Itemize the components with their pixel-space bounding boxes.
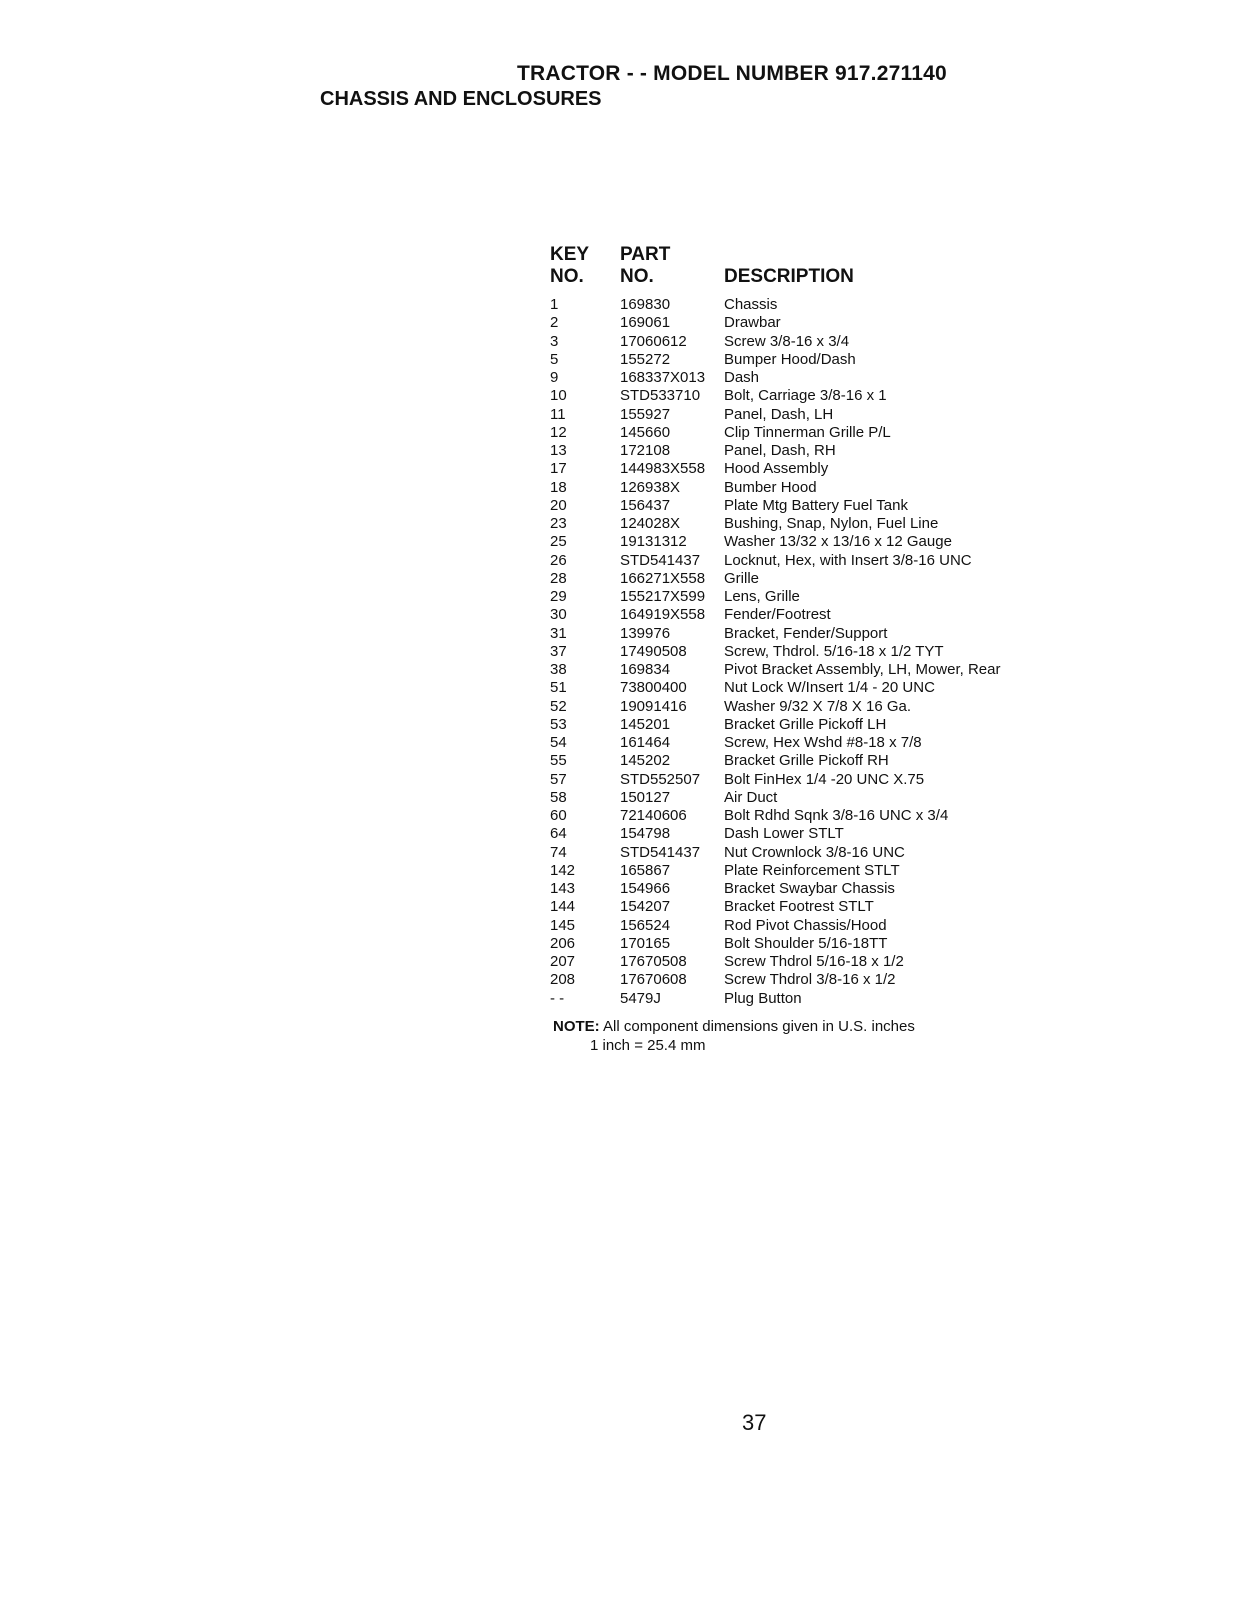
description-cell: Clip Tinnerman Grille P/L [724,423,891,441]
description-cell: Screw, Hex Wshd #8-18 x 7/8 [724,734,922,752]
key-no-cell: 9 [550,369,559,387]
part-no-header [620,244,724,296]
part-no-cell: 169830 [620,296,671,314]
key-no-cell: 207 [550,953,576,971]
description-cell: Bracket Footrest STLT [724,898,874,916]
part-no-cell: 17670608 [620,971,687,989]
part-no-cell: STD541437 [620,843,701,861]
part-no-cell: 72140606 [620,807,687,825]
part-no-cell: STD533710 [620,387,701,405]
key-no-cell: 11 [550,405,566,423]
part-no-cell: 155217X599 [620,588,706,606]
description-cell: Air Duct [724,788,778,806]
description-cell: Bracket Swaybar Chassis [724,880,895,898]
description-cell: Plug Button [724,989,802,1007]
table-row [546,698,1000,716]
description-cell: Locknut, Hex, with Insert 3/8-16 UNC [724,551,972,569]
part-no-cell: 154798 [620,825,671,843]
description-cell: Nut Lock W/Insert 1/4 - 20 UNC [724,679,935,697]
description-cell: Bolt FinHex 1/4 -20 UNC X.75 [724,770,925,788]
part-no-cell: 172108 [620,442,671,460]
table-row [546,789,1000,807]
table-row [546,734,1000,752]
table-row [546,351,1000,369]
key-no-cell: 58 [550,788,567,806]
parts-table [546,244,1000,1008]
table-row [546,807,1000,825]
key-no-cell: 206 [550,934,576,952]
part-no-cell: 145201 [620,715,671,733]
table-row [546,862,1000,880]
table-row [546,661,1000,679]
part-no-cell: 150127 [620,788,671,806]
part-no-cell: 154966 [620,880,671,898]
part-no-cell: 19131312 [620,533,687,551]
description-cell: Screw Thdrol 5/16-18 x 1/2 [724,953,904,971]
key-no-cell: 53 [550,715,567,733]
table-row [546,971,1000,989]
part-no-cell: STD552507 [620,770,701,788]
key-no-cell: 13 [550,442,567,460]
description-cell: Plate Mtg Battery Fuel Tank [724,496,908,514]
description-cell: Panel, Dash, RH [724,442,836,460]
page-number: 37 [742,1410,767,1435]
part-no-cell: 161464 [620,734,671,752]
key-no-cell: 60 [550,807,567,825]
note-text: All component dimensions given in U.S. inches [603,1018,915,1035]
parts-table-body [546,296,1000,1008]
description-cell: Bolt, Carriage 3/8-16 x 1 [724,387,887,405]
key-no-cell: 142 [550,861,576,879]
description-cell: Bolt Rdhd Sqnk 3/8-16 UNC x 3/4 [724,807,949,825]
note [553,1017,915,1055]
table-row [546,917,1000,935]
description-cell: Drawbar [724,314,781,332]
key-no-cell: 38 [550,661,567,679]
description-cell: Pivot Bracket Assembly, LH, Mower, Rear [724,661,1001,679]
table-row [546,515,1000,533]
part-no-cell: 73800400 [620,679,687,697]
part-no-cell: 164919X558 [620,606,706,624]
table-row [546,479,1000,497]
part-no-cell: 144983X558 [620,460,706,478]
description-cell: Fender/Footrest [724,606,831,624]
table-row [546,625,1000,643]
part-no-cell: 5479J [620,989,661,1007]
table-row [546,552,1000,570]
key-no-cell: - - [550,989,565,1007]
description-cell: Screw 3/8-16 x 3/4 [724,332,850,350]
part-no-cell: 169061 [620,314,671,332]
part-no-cell: 169834 [620,661,671,679]
description-cell: Panel, Dash, LH [724,405,834,423]
key-no-cell: 208 [550,971,576,989]
part-header-line1: PART [620,244,671,265]
description-cell: Nut Crownlock 3/8-16 UNC [724,843,905,861]
description-cell: Washer 13/32 x 13/16 x 12 Gauge [724,533,952,551]
description-cell: Grille [724,569,760,587]
key-no-cell: 2 [550,314,559,332]
key-no-cell: 3 [550,332,559,350]
key-no-cell: 31 [550,624,567,642]
table-row [546,643,1000,661]
part-no-cell: 17670508 [620,953,687,971]
table-row [546,990,1000,1008]
table-row [546,460,1000,478]
key-header-line1: KEY [550,244,590,265]
table-row [546,406,1000,424]
part-no-cell: STD541437 [620,551,701,569]
key-no-cell: 37 [550,642,567,660]
key-no-cell: 145 [550,916,576,934]
key-no-cell: 12 [550,423,567,441]
description-cell: Plate Reinforcement STLT [724,861,900,879]
table-row [546,752,1000,770]
part-no-cell: 124028X [620,515,681,533]
key-no-cell: 18 [550,478,567,496]
key-no-cell: 143 [550,880,576,898]
parts-table-header [546,244,1000,296]
table-row [546,771,1000,789]
key-no-cell: 25 [550,533,567,551]
part-no-cell: 126938X [620,478,681,496]
description-cell: Bracket Grille Pickoff LH [724,715,887,733]
part-no-cell: 19091416 [620,697,687,715]
note-label: NOTE: [553,1018,600,1035]
part-no-cell: 166271X558 [620,569,706,587]
part-header-line2: NO. [620,266,654,287]
table-row [546,935,1000,953]
part-no-cell: 156437 [620,496,671,514]
page-title: TRACTOR - - MODEL NUMBER 917.271140 [517,62,947,85]
table-row [546,844,1000,862]
description-header: DESCRIPTION [724,266,854,287]
note-conversion: 1 inch = 25.4 mm [590,1037,706,1054]
description-cell: Bracket Grille Pickoff RH [724,752,889,770]
part-no-cell: 155927 [620,405,671,423]
key-no-header [546,244,620,296]
description-cell: Bushing, Snap, Nylon, Fuel Line [724,515,939,533]
table-row [546,825,1000,843]
key-no-cell: 28 [550,569,567,587]
key-no-cell: 51 [550,679,567,697]
table-row [546,570,1000,588]
description-cell: Screw Thdrol 3/8-16 x 1/2 [724,971,896,989]
part-no-cell: 139976 [620,624,671,642]
key-no-cell: 23 [550,515,567,533]
description-cell: Bumber Hood [724,478,817,496]
part-no-cell: 17060612 [620,332,687,350]
key-no-cell: 144 [550,898,576,916]
table-row [546,296,1000,314]
description-cell: Dash [724,369,760,387]
part-no-cell: 154207 [620,898,671,916]
key-no-cell: 57 [550,770,567,788]
table-row [546,387,1000,405]
description-cell: Chassis [724,296,778,314]
key-no-cell: 5 [550,350,559,368]
table-row [546,314,1000,332]
table-row [546,606,1000,624]
key-no-cell: 1 [550,296,559,314]
description-cell: Screw, Thdrol. 5/16-18 x 1/2 TYT [724,642,944,660]
table-row [546,898,1000,916]
key-no-cell: 20 [550,496,567,514]
section-title: CHASSIS AND ENCLOSURES [320,88,602,110]
key-no-cell: 26 [550,551,567,569]
description-cell: Washer 9/32 X 7/8 X 16 Ga. [724,697,912,715]
part-no-cell: 145202 [620,752,671,770]
description-cell: Bracket, Fender/Support [724,624,888,642]
table-row [546,369,1000,387]
key-no-cell: 74 [550,843,567,861]
description-cell: Dash Lower STLT [724,825,844,843]
table-row [546,880,1000,898]
table-row [546,953,1000,971]
table-row [546,533,1000,551]
part-no-cell: 155272 [620,350,671,368]
key-no-cell: 52 [550,697,567,715]
description-cell: Bumper Hood/Dash [724,350,856,368]
key-no-cell: 30 [550,606,567,624]
part-no-cell: 17490508 [620,642,687,660]
part-no-cell: 170165 [620,934,671,952]
key-no-cell: 54 [550,734,567,752]
key-header-line2: NO. [550,266,584,287]
table-row [546,333,1000,351]
table-row [546,424,1000,442]
part-no-cell: 165867 [620,861,671,879]
description-cell: Hood Assembly [724,460,829,478]
description-cell: Lens, Grille [724,588,800,606]
table-row [546,716,1000,734]
description-cell: Rod Pivot Chassis/Hood [724,916,887,934]
table-row [546,588,1000,606]
table-row [546,442,1000,460]
table-row [546,679,1000,697]
key-no-cell: 10 [550,387,567,405]
description-cell: Bolt Shoulder 5/16-18TT [724,934,888,952]
part-no-cell: 156524 [620,916,671,934]
part-no-cell: 145660 [620,423,671,441]
key-no-cell: 17 [550,460,567,478]
table-row [546,497,1000,515]
key-no-cell: 64 [550,825,567,843]
key-no-cell: 55 [550,752,567,770]
header-row [546,244,1000,296]
part-no-cell: 168337X013 [620,369,706,387]
key-no-cell: 29 [550,588,567,606]
